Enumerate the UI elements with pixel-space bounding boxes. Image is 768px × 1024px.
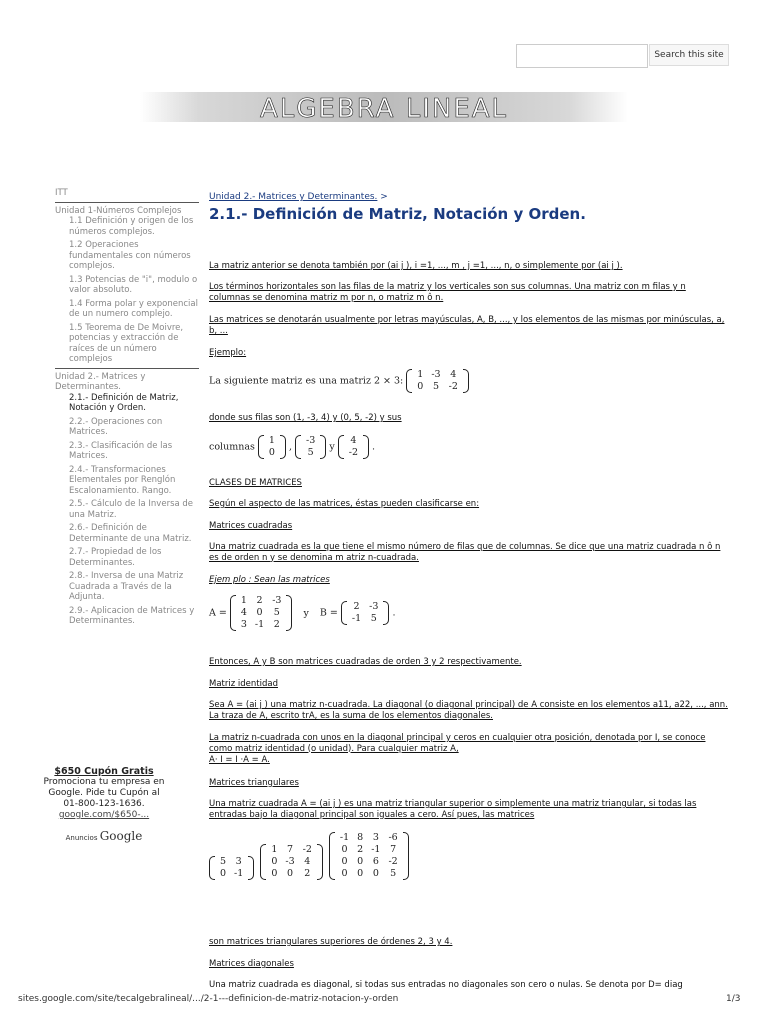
column-vector-3 [338, 435, 369, 459]
matrix-cell: 0 [341, 844, 348, 855]
paragraph-triangular-orders: son matrices triangulares superiores de órdenes 2, 3 y 4. [209, 937, 453, 947]
paragraph-identity: La matriz n-cuadrada con unos en la diagonal principal y ceros en cualquier otra posición, denotada por I, se conoce como matriz identidad (o unidad). Para cualquier matriz A, [209, 733, 706, 754]
matrix-b-table [348, 601, 383, 625]
bracket-right [363, 435, 369, 459]
matrix-cell: 6 [372, 856, 379, 867]
matrix-cell: 4 [450, 369, 457, 380]
site-title: ALGEBRA LINEAL [259, 94, 509, 124]
matrix-cell: 7 [286, 844, 294, 855]
matrix-cell: 5 [432, 381, 439, 392]
bracket-right [383, 601, 389, 625]
matrix-a [230, 595, 293, 631]
page-number: 1/3 [726, 994, 741, 1004]
matrix-cell: -1 [351, 613, 362, 624]
matrix-cell: -3 [431, 369, 441, 380]
ad-title[interactable]: $650 Cupón Gratis [54, 766, 154, 777]
ad-body: Promociona tu empresa en Google. Pide tu Cupón al 01-800-123-1636. [43, 777, 165, 809]
matrix-cell: 1 [417, 369, 424, 380]
sidebar-item-2-7[interactable]: 2.7.- Propiedad de los Determinantes. [69, 547, 162, 568]
example-text: La siguiente matriz es una matriz 2 × 3: [209, 375, 404, 387]
paragraph-notation: La matriz anterior se denota también por (ai j ), i =1, ..., m , j =1, ..., n, o simplemente por (ai j ). [209, 261, 623, 271]
example-matrix [406, 369, 469, 393]
matrix-cell: 2 [273, 619, 280, 630]
example-equation [209, 369, 469, 393]
sidebar-item-2-9[interactable]: 2.9.- Aplicacion de Matrices y Determinantes. [69, 605, 195, 626]
sidebar-item-1-2[interactable]: 1.2 Operaciones fundamentales con números complejos. [69, 240, 191, 271]
sidebar-item-1-4[interactable]: 1.4 Forma polar y exponencial de un numero complejo. [69, 298, 198, 319]
square-matrices-equation [209, 595, 395, 631]
sidebar-item-2-5[interactable]: 2.5.- Cálculo de la Inversa de una Matriz. [69, 499, 194, 520]
matrix-cell: 0 [357, 856, 364, 867]
matrix-b [341, 601, 390, 625]
matrix-cell: 3 [235, 856, 242, 867]
y-separator: y [329, 441, 335, 453]
triangular-matrix-4 [329, 832, 409, 880]
matrix-cell: 4 [240, 607, 247, 618]
breadcrumb-separator: > [377, 192, 388, 202]
sidebar-item-1-5[interactable]: 1.5 Teorema de De Moivre, potencias y extracción de raíces de un número complejos [55, 323, 199, 369]
paragraph-orders: Entonces, A y B son matrices cuadradas de orden 3 y 2 respectivamente. [209, 657, 522, 667]
matrix-cell: 0 [271, 868, 278, 879]
matrix-cell: 5 [307, 447, 314, 458]
triangular-4-table [336, 832, 402, 880]
bracket-left [341, 601, 347, 625]
matrix-cell: 2 [304, 868, 311, 879]
footer-url: sites.google.com/site/tecalgebralineal/.../2-1---definicion-de-matriz-notacion-y-orden [18, 994, 399, 1004]
triangular-3-table [267, 844, 316, 880]
matrix-cell: -3 [369, 601, 379, 612]
matrix-cell: -1 [234, 868, 244, 879]
matrix-cell: 0 [286, 868, 294, 879]
sidebar-unit-2[interactable]: Unidad 2.- Matrices y Determinantes. [55, 371, 146, 392]
matrix-cell: -2 [302, 844, 312, 855]
matrix-cell: 5 [390, 868, 397, 879]
paragraph-classify: Según el aspecto de las matrices, éstas pueden clasificarse en: [209, 499, 480, 509]
ad-link[interactable]: google.com/$650-... [58, 810, 150, 820]
comma-separator: , [288, 441, 293, 453]
sidebar-item-2-8[interactable]: 2.8.- Inversa de una Matriz Cuadrada a Través de la Adjunta. [69, 571, 184, 602]
matrix-cell: 0 [268, 447, 275, 458]
bracket-left [338, 435, 344, 459]
matrix-cell: 3 [240, 619, 247, 630]
matrix-cell: 4 [304, 856, 311, 867]
sidebar-item-2-6[interactable]: 2.6.- Definición de Determinante de una Matriz. [69, 523, 192, 544]
bracket-right [403, 832, 409, 880]
triangular-2-table [216, 856, 247, 880]
matrix-cell: 2 [353, 601, 360, 612]
column-vector-table [265, 435, 279, 459]
search-input[interactable] [516, 44, 648, 68]
matrix-cell: 3 [372, 832, 379, 843]
main-content [209, 192, 729, 990]
paragraph-letters: Las matrices se denotarán usualmente por letras mayúsculas, A, B, ..., y los elementos de las mismas por minúsculas, a, b, ... [209, 315, 725, 336]
sidebar-item-2-1[interactable]: 2.1.- Definición de Matriz, Notación y Orden. [69, 392, 179, 413]
matrix-cell: 1 [268, 435, 275, 446]
matrix-cell: 0 [220, 868, 227, 879]
sidebar-unit-1[interactable]: Unidad 1-Números Complejos [55, 205, 182, 216]
paragraph-square: Una matriz cuadrada es la que tiene el mismo número de filas que de columnas. Se dice que una matriz cuadrada n ô n es de orden n y se denomina m atriz n-cuadrada. [209, 542, 721, 563]
breadcrumb [209, 192, 729, 203]
bracket-right [463, 369, 469, 393]
matrix-cell: 2 [357, 844, 364, 855]
example-heading: Ejemplo: [209, 348, 247, 358]
column-vector-table [345, 435, 362, 459]
matrix-cell: -1 [371, 844, 381, 855]
paragraph-diagonal: Sea A = (ai j ) una matriz n-cuadrada. La diagonal (o diagonal principal) de A consiste en los elementos a11, a22, ..., ann. La traza de A, escrito trA, es la suma de los elementos diagonales. [209, 700, 728, 721]
bracket-right [320, 435, 326, 459]
matrix-cell: 2 [256, 595, 263, 606]
matrix-cell: -2 [348, 447, 359, 458]
sidebar-item-1-1[interactable]: 1.1 Definición y origen de los números complejos. [69, 216, 194, 237]
column-vector-table [302, 435, 319, 459]
heading-identity: Matriz identidad [209, 679, 278, 689]
google-logo: Google [99, 829, 143, 843]
matrix-cell: 0 [417, 381, 424, 392]
matrix-cell: 8 [357, 832, 364, 843]
matrix-cell: 5 [273, 607, 280, 618]
triangular-matrix-2 [209, 856, 254, 880]
heading-diagonal: Matrices diagonales [209, 959, 294, 969]
sidebar-item-2-2[interactable]: 2.2.- Operaciones con Matrices. [69, 416, 163, 437]
matrix-cell: 0 [341, 856, 348, 867]
columns-equation [209, 435, 375, 459]
column-vector-2 [295, 435, 326, 459]
matrix-cell: 0 [271, 856, 278, 867]
matrix-cell: 1 [240, 595, 247, 606]
matrix-cell: 5 [220, 856, 227, 867]
example-square-heading: Ejem plo : Sean las matrices [209, 575, 330, 585]
period: . [372, 441, 376, 453]
heading-square: Matrices cuadradas [209, 521, 293, 531]
sidebar-item-2-4[interactable]: 2.4.- Transformaciones Elementales por Renglón Escalonamiento. Rango. [69, 464, 176, 496]
sidebar-item-itt[interactable]: ITT [55, 188, 199, 203]
bracket-right [248, 856, 254, 880]
bracket-left [209, 856, 215, 880]
matrix-b-label: B = [319, 607, 338, 619]
paragraph-rows: donde sus filas son (1, -3, 4) y (0, 5, -2) y sus [209, 413, 402, 423]
matrix-cell: 0 [341, 868, 348, 879]
bracket-left [258, 435, 264, 459]
bracket-left [406, 369, 412, 393]
period: . [392, 607, 396, 619]
paragraph-rows-columns: Los términos horizontales son las filas de la matriz y los verticales son sus columnas. Una matriz con m filas y n columnas se denomina matriz m por n, o matriz m ô n. [209, 282, 686, 303]
sidebar-nav [55, 188, 199, 630]
matrix-cell: -3 [306, 435, 316, 446]
column-vector-1 [258, 435, 286, 459]
paragraph-diagonal-matrices: Una matriz cuadrada es diagonal, si todas sus entradas no diagonales son cero o nulas. Se denota por D= diag [209, 980, 683, 990]
triangular-matrix-3 [260, 844, 323, 880]
bracket-right [317, 844, 323, 880]
identity-formula: A· I = I ·A = A. [209, 755, 270, 765]
matrix-cell: 0 [357, 868, 364, 879]
bracket-right [286, 595, 292, 631]
matrix-cell: 1 [271, 844, 278, 855]
triangular-matrices [209, 832, 409, 880]
example-matrix-table [413, 369, 462, 393]
section-heading-classes: CLASES DE MATRICES [209, 478, 302, 488]
matrix-cell: 4 [350, 435, 357, 446]
matrix-cell: -3 [272, 595, 282, 606]
matrix-cell: -6 [388, 832, 398, 843]
y-separator: y [303, 607, 309, 619]
matrix-cell: -2 [388, 856, 398, 867]
site-banner [140, 92, 628, 122]
bracket-left [295, 435, 301, 459]
sidebar-item-2-3[interactable]: 2.3.- Clasificación de las Matrices. [69, 440, 173, 461]
matrix-cell: -3 [285, 856, 295, 867]
heading-triangular: Matrices triangulares [209, 778, 299, 788]
bracket-left [230, 595, 236, 631]
matrix-cell: 5 [370, 613, 377, 624]
ad-block [40, 766, 168, 844]
matrix-cell: 0 [372, 868, 379, 879]
ad-google-badge[interactable] [40, 831, 168, 844]
matrix-a-label: A = [209, 607, 227, 619]
matrix-cell: 0 [256, 607, 263, 618]
sidebar-item-1-3[interactable]: 1.3 Potencias de "i", modulo o valor absoluto. [69, 274, 198, 295]
matrix-cell: -2 [448, 381, 458, 392]
breadcrumb-link[interactable]: Unidad 2.- Matrices y Determinantes. [209, 192, 378, 202]
bracket-right [280, 435, 286, 459]
bracket-left [329, 832, 335, 880]
matrix-cell: 7 [390, 844, 397, 855]
search-button[interactable]: Search this site [649, 44, 729, 66]
matrix-cell: -1 [254, 619, 265, 630]
columns-label: columnas [209, 441, 255, 453]
paragraph-triangular: Una matriz cuadrada A = (ai j ) es una matriz triangular superior o simplemente una matriz triangular, si todas las entradas bajo la diagonal principal son iguales a cero. Así pues, las matrices [209, 799, 697, 820]
matrix-a-table [237, 595, 286, 631]
matrix-cell: -1 [339, 832, 350, 843]
bracket-left [260, 844, 266, 880]
page-title: 2.1.- Definición de Matriz, Notación y Orden. [209, 204, 586, 223]
ad-badge-prefix: Anuncios [65, 834, 98, 842]
